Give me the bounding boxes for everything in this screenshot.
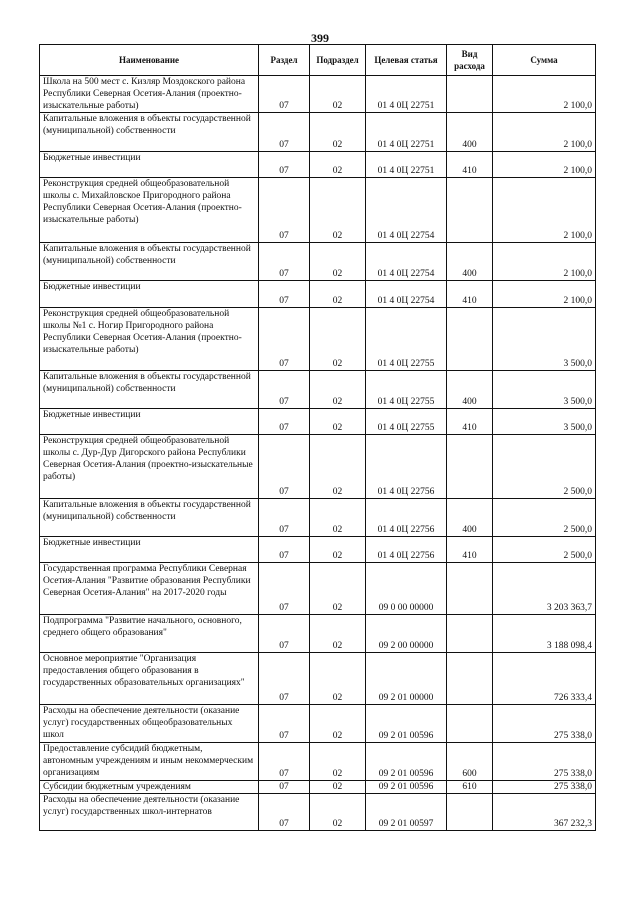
row-section-cell: 07 xyxy=(259,743,310,781)
row-name-cell: Бюджетные инвестиции xyxy=(40,537,259,563)
row-target-cell: 01 4 0Ц 22756 xyxy=(366,499,447,537)
row-name-cell: Капитальные вложения в объекты государственной (муниципальной) собственности xyxy=(40,371,259,409)
row-amount-cell: 3 500,0 xyxy=(493,409,596,435)
row-name-cell: Реконструкция средней общеобразовательной школы с. Михайловское Пригородного района Республики Северная Осетия-Алания (проектно-изыскательные работы) xyxy=(40,178,259,243)
row-section-cell: 07 xyxy=(259,435,310,499)
row-section-cell: 07 xyxy=(259,615,310,653)
row-subsection-cell: 02 xyxy=(310,152,366,178)
row-expense-type-cell: 600 xyxy=(447,743,493,781)
row-subsection-cell: 02 xyxy=(310,371,366,409)
row-amount-cell: 3 203 363,7 xyxy=(493,563,596,615)
row-expense-type-cell: 410 xyxy=(447,409,493,435)
row-amount-cell: 3 188 098,4 xyxy=(493,615,596,653)
row-name-cell: Капитальные вложения в объекты государственной (муниципальной) собственности xyxy=(40,243,259,281)
row-section-cell: 07 xyxy=(259,537,310,563)
row-expense-type-cell: 400 xyxy=(447,113,493,152)
row-expense-type-cell xyxy=(447,308,493,371)
row-amount-cell: 275 338,0 xyxy=(493,781,596,794)
row-expense-type-cell: 400 xyxy=(447,243,493,281)
row-amount-cell: 275 338,0 xyxy=(493,743,596,781)
row-amount-cell: 2 500,0 xyxy=(493,499,596,537)
row-target-cell: 09 2 01 00596 xyxy=(366,705,447,743)
row-amount-cell: 2 500,0 xyxy=(493,435,596,499)
row-subsection-cell: 02 xyxy=(310,499,366,537)
row-subsection-cell: 02 xyxy=(310,178,366,243)
table-row xyxy=(40,563,596,615)
table-row xyxy=(40,794,596,831)
row-amount-cell: 2 500,0 xyxy=(493,537,596,563)
row-target-cell: 01 4 0Ц 22756 xyxy=(366,435,447,499)
row-name-cell: Реконструкция средней общеобразовательной школы №1 с. Ногир Пригородного района Республики Северная Осетия-Алания (проектно-изыскательные работы) xyxy=(40,308,259,371)
row-name-cell: Расходы на обеспечение деятельности (оказание услуг) государственных общеобразовательных школ xyxy=(40,705,259,743)
row-section-cell: 07 xyxy=(259,653,310,705)
row-section-cell: 07 xyxy=(259,281,310,308)
row-target-cell: 09 2 01 00000 xyxy=(366,653,447,705)
row-target-cell: 01 4 0Ц 22755 xyxy=(366,409,447,435)
row-subsection-cell: 02 xyxy=(310,113,366,152)
table-row xyxy=(40,308,596,371)
row-section-cell: 07 xyxy=(259,563,310,615)
header-amount: Сумма xyxy=(493,45,596,76)
table-row xyxy=(40,409,596,435)
row-expense-type-cell: 610 xyxy=(447,781,493,794)
row-section-cell: 07 xyxy=(259,499,310,537)
header-name: Наименование xyxy=(40,45,259,76)
row-target-cell: 01 4 0Ц 22754 xyxy=(366,178,447,243)
row-target-cell: 09 0 00 00000 xyxy=(366,563,447,615)
table-row xyxy=(40,243,596,281)
row-subsection-cell: 02 xyxy=(310,409,366,435)
row-section-cell: 07 xyxy=(259,113,310,152)
table-row xyxy=(40,781,596,794)
row-name-cell: Субсидии бюджетным учреждениям xyxy=(40,781,259,794)
row-section-cell: 07 xyxy=(259,178,310,243)
row-subsection-cell: 02 xyxy=(310,615,366,653)
row-amount-cell: 2 100,0 xyxy=(493,281,596,308)
table-row xyxy=(40,499,596,537)
row-target-cell: 01 4 0Ц 22755 xyxy=(366,308,447,371)
row-subsection-cell: 02 xyxy=(310,653,366,705)
row-name-cell: Реконструкция средней общеобразовательной школы с. Дур-Дур Дигорского района Республики Северная Осетия-Алания (проектно-изыскательные работы) xyxy=(40,435,259,499)
row-expense-type-cell xyxy=(447,615,493,653)
header-subsection: Подраздел xyxy=(310,45,366,76)
row-target-cell: 09 2 01 00597 xyxy=(366,794,447,831)
row-section-cell: 07 xyxy=(259,243,310,281)
row-amount-cell: 2 100,0 xyxy=(493,243,596,281)
row-target-cell: 01 4 0Ц 22754 xyxy=(366,281,447,308)
row-name-cell: Основное мероприятие "Организация предоставления общего образования в государственных образовательных организациях" xyxy=(40,653,259,705)
row-expense-type-cell: 410 xyxy=(447,281,493,308)
row-section-cell: 07 xyxy=(259,781,310,794)
row-section-cell: 07 xyxy=(259,76,310,113)
row-amount-cell: 275 338,0 xyxy=(493,705,596,743)
row-subsection-cell: 02 xyxy=(310,781,366,794)
row-subsection-cell: 02 xyxy=(310,308,366,371)
row-expense-type-cell xyxy=(447,705,493,743)
header-target: Целевая статья xyxy=(366,45,447,76)
table-row xyxy=(40,281,596,308)
row-section-cell: 07 xyxy=(259,794,310,831)
row-amount-cell: 726 333,4 xyxy=(493,653,596,705)
row-section-cell: 07 xyxy=(259,371,310,409)
table-row xyxy=(40,152,596,178)
row-subsection-cell: 02 xyxy=(310,435,366,499)
row-name-cell: Бюджетные инвестиции xyxy=(40,152,259,178)
header-expense-type: Вид расхода xyxy=(447,45,493,76)
row-expense-type-cell xyxy=(447,653,493,705)
row-expense-type-cell xyxy=(447,794,493,831)
row-section-cell: 07 xyxy=(259,152,310,178)
row-expense-type-cell: 400 xyxy=(447,371,493,409)
row-expense-type-cell: 400 xyxy=(447,499,493,537)
row-name-cell: Расходы на обеспечение деятельности (оказание услуг) государственных школ-интернатов xyxy=(40,794,259,831)
row-section-cell: 07 xyxy=(259,409,310,435)
table-row xyxy=(40,76,596,113)
row-amount-cell: 2 100,0 xyxy=(493,113,596,152)
row-target-cell: 01 4 0Ц 22751 xyxy=(366,76,447,113)
row-amount-cell: 3 500,0 xyxy=(493,308,596,371)
row-amount-cell: 2 100,0 xyxy=(493,76,596,113)
row-name-cell: Бюджетные инвестиции xyxy=(40,281,259,308)
table-row xyxy=(40,178,596,243)
table-row xyxy=(40,537,596,563)
budget-table xyxy=(39,44,596,831)
table-row xyxy=(40,113,596,152)
table-row xyxy=(40,371,596,409)
row-target-cell: 01 4 0Ц 22754 xyxy=(366,243,447,281)
row-section-cell: 07 xyxy=(259,308,310,371)
row-target-cell: 09 2 01 00596 xyxy=(366,743,447,781)
header-section: Раздел xyxy=(259,45,310,76)
row-name-cell: Бюджетные инвестиции xyxy=(40,409,259,435)
row-subsection-cell: 02 xyxy=(310,537,366,563)
row-name-cell: Предоставление субсидий бюджетным, автономным учреждениям и иным некоммерческим организациям xyxy=(40,743,259,781)
row-subsection-cell: 02 xyxy=(310,281,366,308)
row-subsection-cell: 02 xyxy=(310,243,366,281)
row-subsection-cell: 02 xyxy=(310,563,366,615)
row-target-cell: 01 4 0Ц 22751 xyxy=(366,152,447,178)
row-amount-cell: 367 232,3 xyxy=(493,794,596,831)
row-expense-type-cell xyxy=(447,435,493,499)
row-target-cell: 09 2 01 00596 xyxy=(366,781,447,794)
row-amount-cell: 2 100,0 xyxy=(493,178,596,243)
row-amount-cell: 3 500,0 xyxy=(493,371,596,409)
row-expense-type-cell xyxy=(447,563,493,615)
row-expense-type-cell xyxy=(447,76,493,113)
table-row xyxy=(40,615,596,653)
row-amount-cell: 2 100,0 xyxy=(493,152,596,178)
row-expense-type-cell: 410 xyxy=(447,537,493,563)
row-subsection-cell: 02 xyxy=(310,794,366,831)
row-subsection-cell: 02 xyxy=(310,705,366,743)
table-row xyxy=(40,705,596,743)
row-name-cell: Капитальные вложения в объекты государственной (муниципальной) собственности xyxy=(40,499,259,537)
table-row xyxy=(40,743,596,781)
row-expense-type-cell xyxy=(447,178,493,243)
table-header-row xyxy=(40,45,596,76)
table-row xyxy=(40,435,596,499)
row-expense-type-cell: 410 xyxy=(447,152,493,178)
table-row xyxy=(40,653,596,705)
row-name-cell: Школа на 500 мест с. Кизляр Моздокского района Республики Северная Осетия-Алания (проектно-изыскательные работы) xyxy=(40,76,259,113)
row-target-cell: 01 4 0Ц 22756 xyxy=(366,537,447,563)
row-subsection-cell: 02 xyxy=(310,76,366,113)
row-section-cell: 07 xyxy=(259,705,310,743)
row-name-cell: Капитальные вложения в объекты государственной (муниципальной) собственности xyxy=(40,113,259,152)
row-target-cell: 09 2 00 00000 xyxy=(366,615,447,653)
row-name-cell: Государственная программа Республики Северная Осетия-Алания "Развитие образования Республики Северная Осетия-Алания" на 2017-2020 годы xyxy=(40,563,259,615)
row-target-cell: 01 4 0Ц 22751 xyxy=(366,113,447,152)
row-target-cell: 01 4 0Ц 22755 xyxy=(366,371,447,409)
row-name-cell: Подпрограмма "Развитие начального, основного, среднего общего образования" xyxy=(40,615,259,653)
page-number: 399 xyxy=(311,31,329,45)
row-subsection-cell: 02 xyxy=(310,743,366,781)
